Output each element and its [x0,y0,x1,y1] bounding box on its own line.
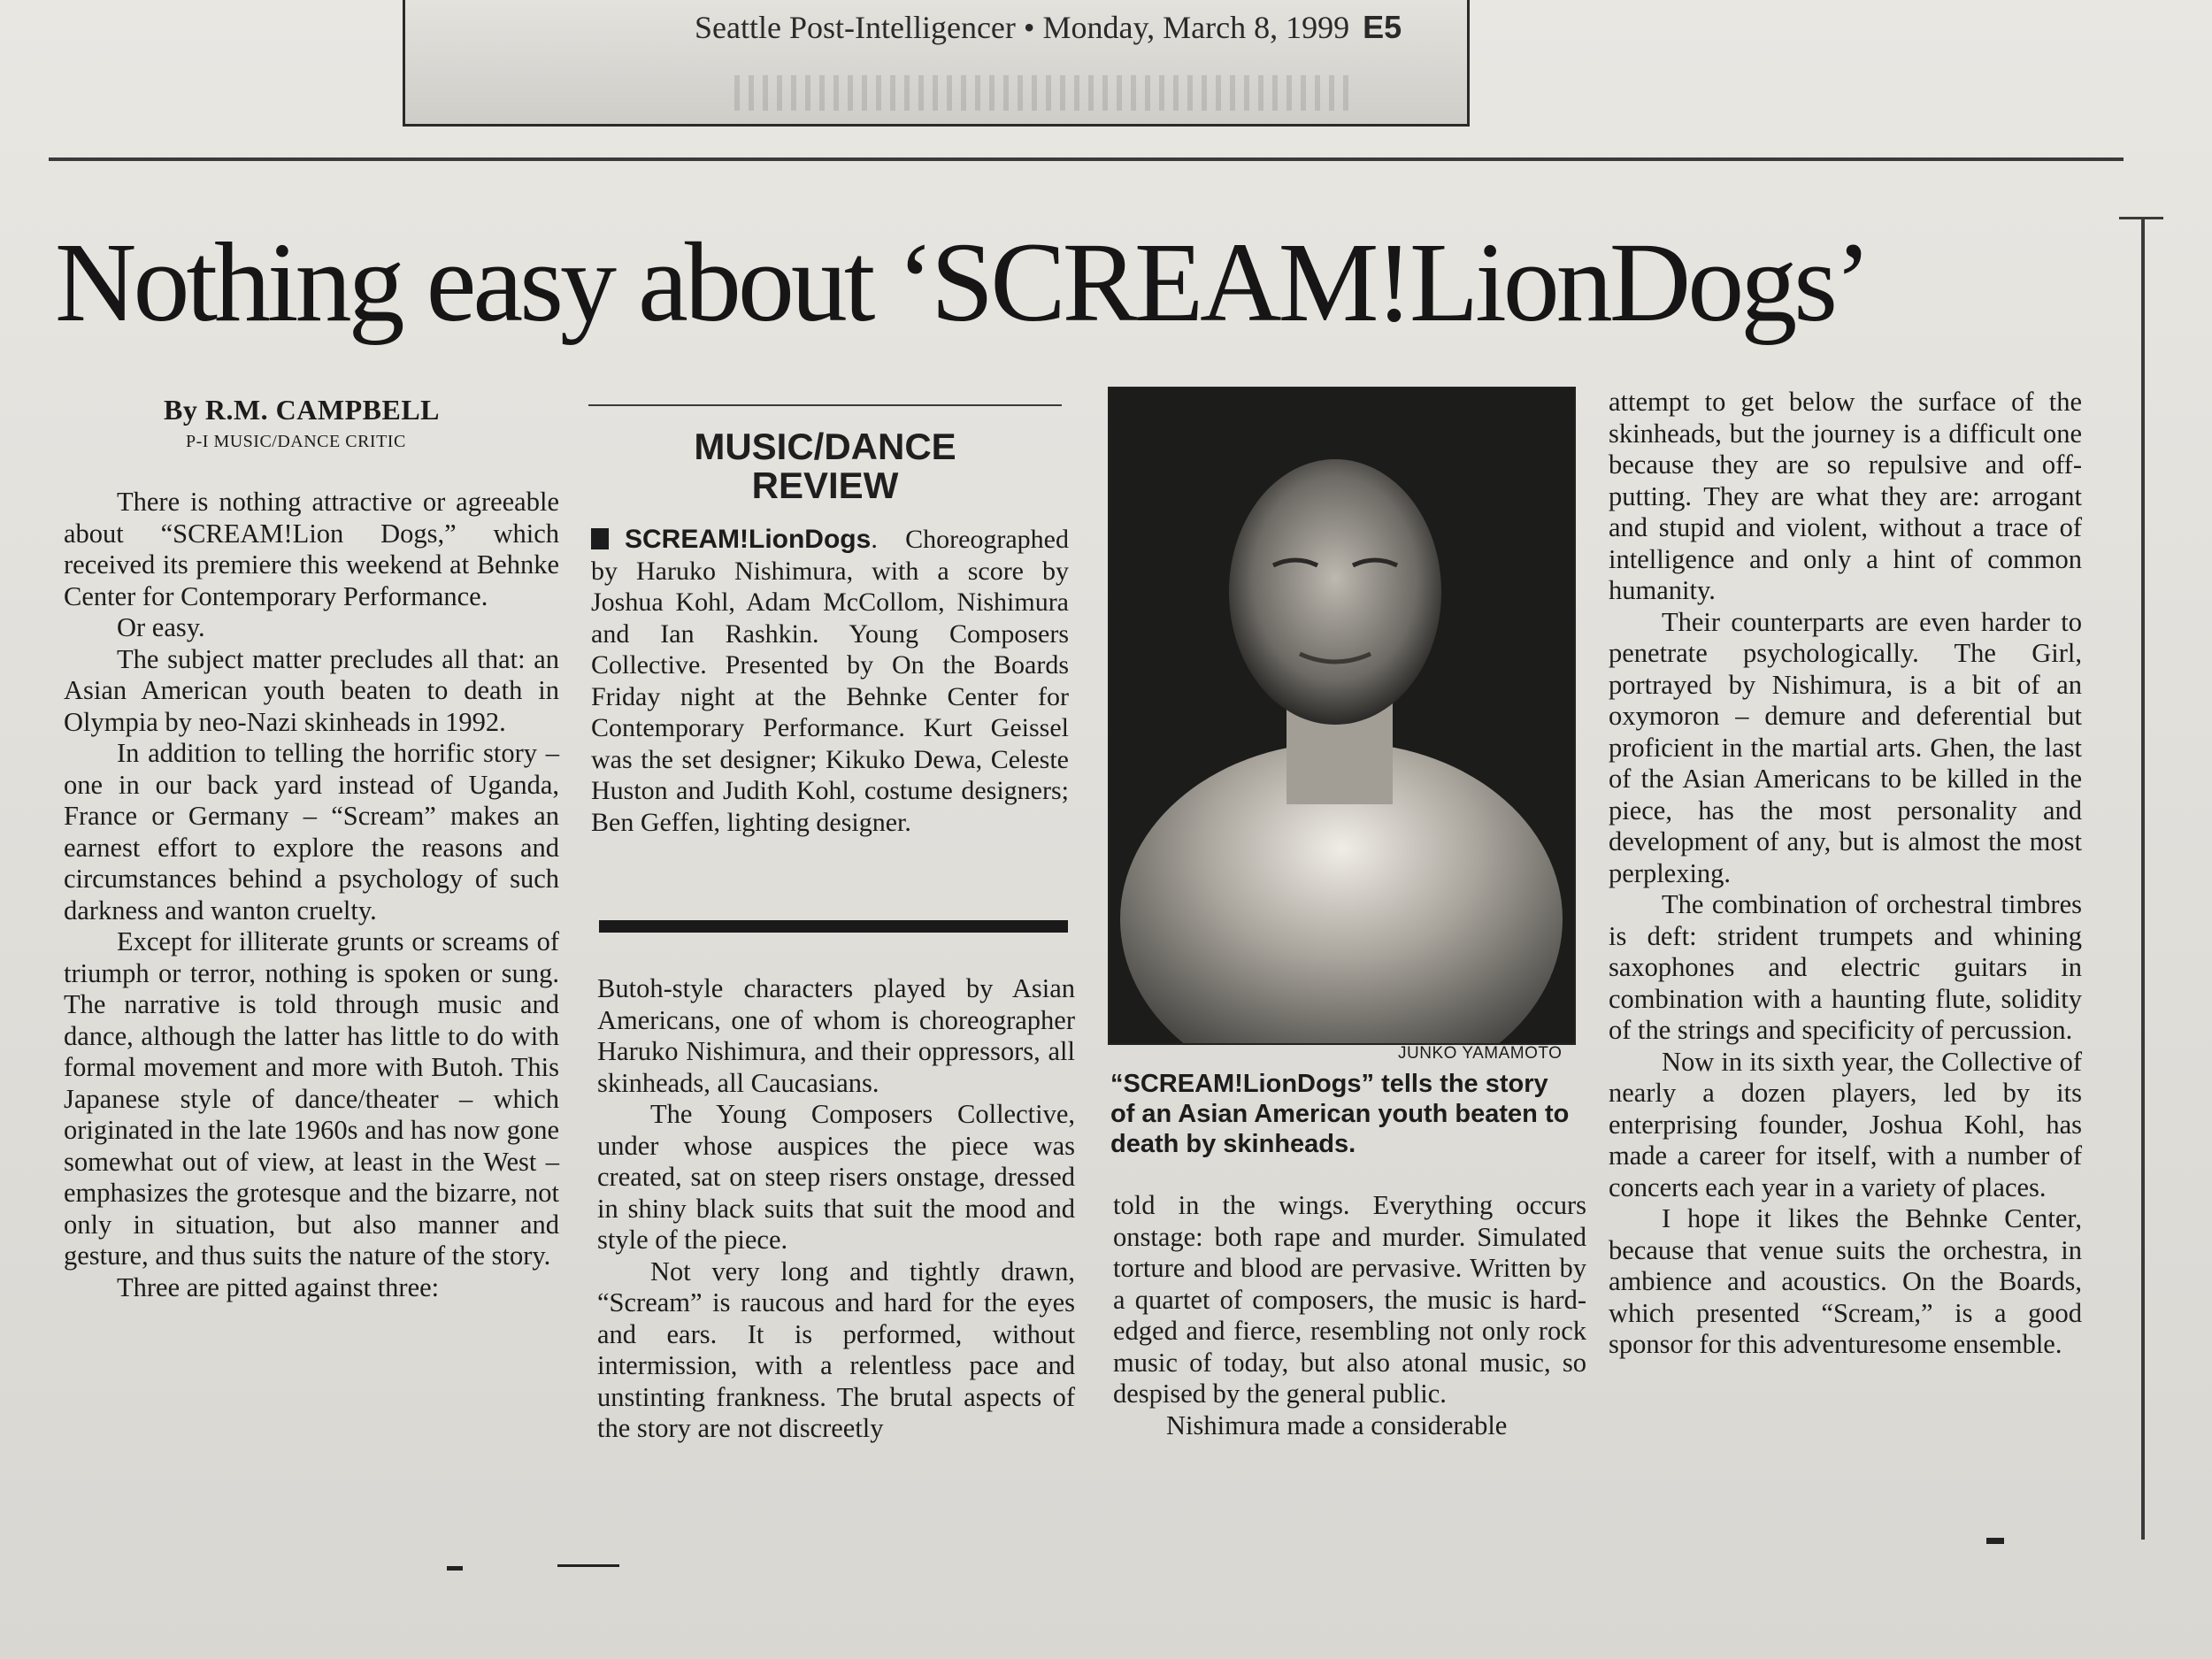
paragraph: In addition to telling the horrific story – one in our back yard instead of Uganda, France or Germany – “Scream” makes an earnest effort to explore the reasons and circumstances behind a psychology of such darkness and wanton cruelty. [64,738,559,926]
performer-photo [1108,387,1576,1045]
folio-text: Seattle Post-Intelligencer • Monday, March 8, 1999 [695,10,1350,45]
ink-speck [447,1566,463,1571]
paragraph: Their counterparts are even harder to penetrate psychologically. The Girl, portrayed by Nishimura, is a bit of an oxymoron – demure and deferential but proficient in the martial arts. Ghen, the last of the Asian Americans to be killed in the piece, has the most personality and development of any, but is almost the most perplexing. [1609,606,2082,888]
paragraph: I hope it likes the Behnke Center, because that venue suits the orchestra, in ambience and acoustics. On the Boards, which presented “Scream,” is a good sponsor for this adventuresome ensemble. [1609,1203,2082,1359]
right-rule [2141,217,2145,1540]
show-title: SCREAM!LionDogs [625,525,872,554]
photo-illustration [1110,388,1574,1043]
article-column-2 [597,973,1075,1445]
bleed-through-text [734,75,1354,111]
paragraph: attempt to get below the surface of the skinheads, but the journey is a difficult one because they are so repulsive and off-putting. They are what they are: arrogant and stupid and violent, without a trace of intelligence and only a hint of common humanity. [1609,387,2082,605]
paragraph: The combination of orchestral timbres is deft: strident trumpets and whining saxophones and electric guitars in combination with a haunting flute, solidity of the strings and specificity of percussion. [1609,889,2082,1045]
square-bullet-icon [591,528,609,549]
paragraph: There is nothing attractive or agreeable about “SCREAM!Lion Dogs,” which received its premiere this weekend at Behnke Center for Contemporary Performance. [64,487,559,611]
byline-author: By R.M. CAMPBELL [164,394,440,426]
article-column-4 [1609,387,2082,1361]
article-column-3 [1113,1190,1586,1441]
headline: Nothing easy about ‘SCREAM!LionDogs’ [55,219,1869,345]
paragraph: Three are pitted against three: [117,1271,440,1302]
photo-caption: “SCREAM!LionDogs” tells the story of an Asian American youth beaten to death by skinheads. [1110,1070,1570,1158]
byline-title: P-I MUSIC/DANCE CRITIC [186,432,406,451]
ink-speck [557,1564,619,1567]
paragraph: Butoh-style characters played by Asian Americans, one of whom is choreographer Haruko Nishimura, and their oppressors, all skinheads, all Caucasians. [597,973,1075,1098]
paragraph: told in the wings. Everything occurs onstage: both rape and murder. Simulated torture and blood are pervasive. Written by a quartet of composers, the music is hard-edged and fierce, resembling not only rock music of today, but also atonal music, so despised by the general public. [1113,1190,1586,1409]
paragraph: Or easy. [117,612,205,642]
review-credits: . Choreographed by Haruko Nishimura, with a score by Joshua Kohl, Adam McCollom, Nishimura and Ian Rashkin. Young Composers Collective. Presented by On the Boards Friday night at the Behnke Center for Contemporary Performance. Kurt Geissel was the set designer; Kikuko Dewa, Celeste Huston and Judith Kohl, costume designers; Ben Geffen, lighting designer. [591,525,1069,837]
review-box-top-rule [588,404,1062,406]
folio-line [695,9,1402,46]
paragraph: The subject matter precludes all that: an Asian American youth beaten to death in Olympia by neo-Nazi skinheads in 1992. [64,643,559,737]
paragraph: Except for illiterate grunts or screams of triumph or terror, nothing is spoken or sung. The narrative is told through music and dance, although the latter has little to do with formal movement and more with Butoh. This Japanese style of dance/theater – which originated in the late 1960s and has now gone somewhat out of view, at least in the West – emphasizes the grotesque and the bizarre, not only in situation, but also manner and gesture, and thus suits the nature of the story. [64,926,559,1271]
paragraph: Not very long and tightly drawn, “Scream” is raucous and hard for the eyes and ears. It is performed, without intermission, with a relentless pace and unstinting frankness. The brutal aspects of the story are not discreetly [597,1256,1075,1443]
ink-speck [1986,1538,2004,1544]
review-box-bottom-bar [599,920,1068,933]
review-box-heading [588,427,1062,505]
review-heading-line-2: REVIEW [751,465,899,506]
article-column-1 [64,487,559,1303]
paragraph: The Young Composers Collective, under whose auspices the piece was created, sat on steep risers onstage, dressed in shiny black suits that suit the mood and style of the piece. [597,1099,1075,1255]
review-box-details [591,524,1069,838]
paragraph: Nishimura made a considerable [1166,1409,1508,1440]
paragraph: Now in its sixth year, the Collective of nearly a dozen players, led by its enterprising founder, Joshua Kohl, has made a career for itself, with a number of concerts each year in a variety of places. [1609,1046,2082,1202]
review-heading-line-1: MUSIC/DANCE [694,426,956,467]
photo-credit: JUNKO YAMAMOTO [1398,1044,1563,1063]
page-number: E5 [1363,9,1402,45]
top-rule [49,157,2124,161]
